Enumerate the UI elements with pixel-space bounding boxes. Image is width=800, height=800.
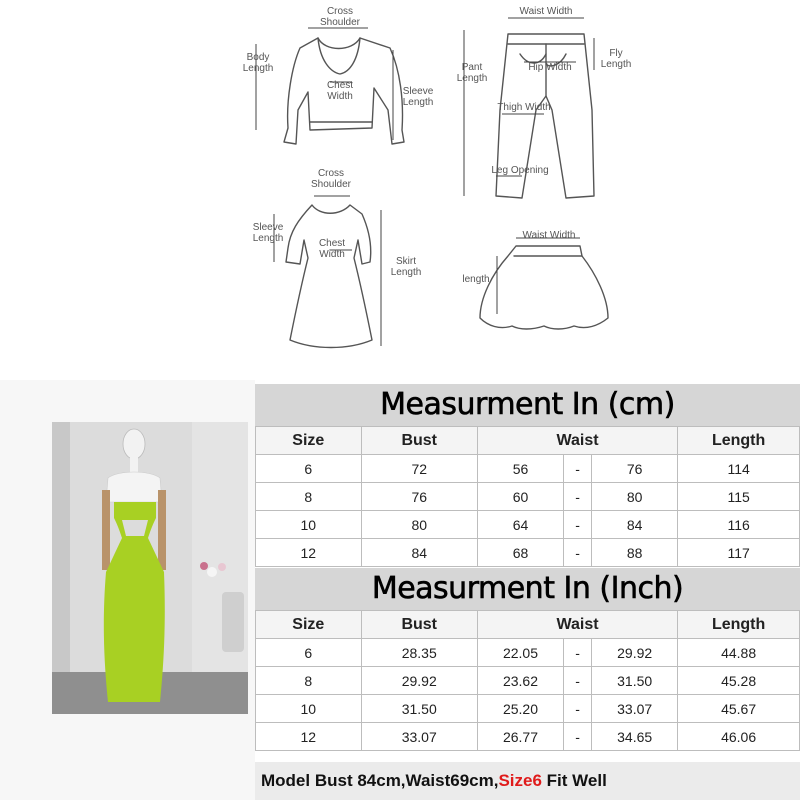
cell-waist-max: 33.07: [592, 695, 678, 723]
header-size: Size: [256, 611, 362, 639]
cross-shoulder-label: Cross Shoulder: [319, 6, 361, 28]
garment-sketches: [0, 0, 800, 380]
skirt-length-label: Skirt Length: [390, 256, 422, 278]
cell-length: 117: [678, 539, 800, 567]
size-chart: [255, 380, 800, 800]
cm-table-title: Measurment In (cm): [255, 384, 800, 426]
cell-separator: -: [564, 667, 592, 695]
sleeve-length-label: Sleeve Length: [402, 86, 434, 108]
pant-length-label: Pant Length: [456, 62, 488, 84]
dress-chest-width-label: Chest Width: [318, 238, 346, 260]
cell-separator: -: [564, 539, 592, 567]
fit-note-size: Size6: [498, 771, 542, 790]
cell-separator: -: [564, 695, 592, 723]
dress-cross-shoulder-label: Cross Shoulder: [310, 168, 352, 190]
thigh-width-label: Thigh Width: [497, 102, 551, 113]
cell-size: 10: [256, 695, 362, 723]
cell-size: 10: [256, 511, 362, 539]
model-photo: [52, 422, 248, 714]
fly-length-label: Fly Length: [600, 48, 632, 70]
cell-waist-max: 80: [592, 483, 678, 511]
cell-size: 8: [256, 483, 362, 511]
cell-bust: 28.35: [361, 639, 477, 667]
cell-length: 114: [678, 455, 800, 483]
header-bust: Bust: [361, 427, 477, 455]
table-row: [256, 667, 800, 695]
cell-bust: 76: [361, 483, 477, 511]
skirt-length-small-label: length: [462, 274, 490, 285]
chest-width-label: Chest Width: [326, 80, 354, 102]
cell-size: 6: [256, 455, 362, 483]
cell-size: 12: [256, 723, 362, 751]
leg-opening-label: Leg Opening: [491, 165, 549, 176]
cell-bust: 31.50: [361, 695, 477, 723]
cell-bust: 72: [361, 455, 477, 483]
mannequin-illustration: [52, 422, 248, 714]
skirt-waist-width-label: Waist Width: [522, 230, 576, 241]
cell-waist-max: 31.50: [592, 667, 678, 695]
pants-waist-width-label: Waist Width: [519, 6, 573, 17]
cell-waist-min: 23.62: [477, 667, 563, 695]
hip-width-label: Hip Width: [528, 62, 572, 73]
cell-waist-max: 76: [592, 455, 678, 483]
cell-length: 45.28: [678, 667, 800, 695]
header-length: Length: [678, 611, 800, 639]
measurement-diagram: [0, 0, 800, 380]
cell-size: 8: [256, 667, 362, 695]
table-row: [256, 511, 800, 539]
header-bust: Bust: [361, 611, 477, 639]
cell-size: 12: [256, 539, 362, 567]
fit-note-suffix: Fit Well: [541, 771, 607, 790]
cell-bust: 29.92: [361, 667, 477, 695]
cell-bust: 80: [361, 511, 477, 539]
body-length-label: Body Length: [242, 52, 274, 74]
cell-bust: 84: [361, 539, 477, 567]
cell-waist-min: 68: [477, 539, 563, 567]
cell-waist-min: 56: [477, 455, 563, 483]
cell-length: 44.88: [678, 639, 800, 667]
cell-length: 116: [678, 511, 800, 539]
cell-waist-max: 29.92: [592, 639, 678, 667]
cell-separator: -: [564, 723, 592, 751]
cm-size-table: [255, 426, 800, 567]
cell-waist-min: 60: [477, 483, 563, 511]
table-row: [256, 639, 800, 667]
cell-length: 45.67: [678, 695, 800, 723]
cell-waist-min: 26.77: [477, 723, 563, 751]
dress-sketch: [286, 205, 372, 348]
cell-length: 46.06: [678, 723, 800, 751]
header-waist: Waist: [477, 611, 677, 639]
cell-length: 115: [678, 483, 800, 511]
cell-separator: -: [564, 639, 592, 667]
cell-bust: 33.07: [361, 723, 477, 751]
cell-waist-min: 25.20: [477, 695, 563, 723]
cell-separator: -: [564, 455, 592, 483]
table-row: [256, 695, 800, 723]
cell-size: 6: [256, 639, 362, 667]
table-row: [256, 483, 800, 511]
model-fit-note: [255, 762, 800, 800]
table-header-row: [256, 611, 800, 639]
table-row: [256, 723, 800, 751]
table-header-row: [256, 427, 800, 455]
table-row: [256, 455, 800, 483]
fit-note-prefix: Model Bust 84cm,Waist69cm,: [261, 771, 499, 790]
header-length: Length: [678, 427, 800, 455]
inch-size-table: [255, 610, 800, 751]
cell-waist-max: 34.65: [592, 723, 678, 751]
cell-waist-max: 84: [592, 511, 678, 539]
skirt-sketch: [480, 246, 608, 329]
header-size: Size: [256, 427, 362, 455]
cell-waist-min: 64: [477, 511, 563, 539]
table-row: [256, 539, 800, 567]
cell-waist-min: 22.05: [477, 639, 563, 667]
cell-waist-max: 88: [592, 539, 678, 567]
inch-table-title: Measurment In (Inch): [255, 568, 800, 610]
dress-sleeve-length-label: Sleeve Length: [252, 222, 284, 244]
cell-separator: -: [564, 483, 592, 511]
cell-separator: -: [564, 511, 592, 539]
header-waist: Waist: [477, 427, 677, 455]
